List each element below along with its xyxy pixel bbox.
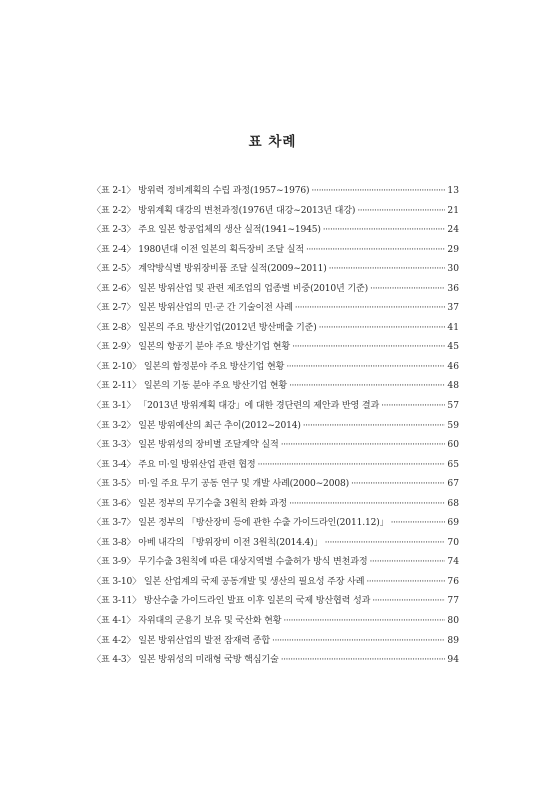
dot-leader: [372, 592, 445, 612]
toc-entry-label: 〈표 2-3〉 주요 일본 항공업체의 생산 실적(1941∼1945): [92, 225, 321, 236]
toc-entry-page-number: 21: [447, 205, 459, 216]
toc-entry-page-number: 59: [447, 420, 459, 431]
toc-entry-label: 〈표 3-8〉 아베 내각의 「방위장비 이전 3원칙(2014.4)」: [92, 537, 323, 548]
toc-entry-page-number: 67: [447, 479, 459, 490]
dot-leader: [289, 495, 445, 515]
dot-leader: [281, 436, 446, 456]
toc-entry[interactable]: [92, 436, 459, 456]
toc-entry[interactable]: [92, 221, 459, 241]
toc-entry[interactable]: [92, 260, 459, 280]
toc-entry[interactable]: [92, 612, 459, 632]
toc-entry-label: 〈표 2-11〉 일본의 기동 분야 주요 방산기업 현황: [92, 381, 288, 392]
toc-entry-page-number: 94: [447, 655, 459, 666]
toc-entry[interactable]: [92, 202, 459, 222]
toc-entry-page-number: 76: [447, 576, 459, 587]
toc-entry-label: 〈표 3-4〉 주요 미·일 방위산업 관련 협정: [92, 459, 256, 470]
dot-leader: [311, 182, 445, 202]
toc-entry[interactable]: [92, 534, 459, 554]
dot-leader: [295, 299, 446, 319]
dot-leader: [292, 338, 445, 358]
dot-leader: [370, 280, 445, 300]
toc-entry-label: 〈표 2-2〉 방위계획 대강의 변천과정(1976년 대강∼2013년 대강): [92, 205, 356, 216]
dot-leader: [391, 514, 446, 534]
toc-entry-label: 〈표 3-2〉 일본 방위예산의 최근 추이(2012∼2014): [92, 420, 301, 431]
toc-entry-label: 〈표 2-9〉 일본의 항공기 분야 주요 방산기업 현황: [92, 342, 291, 353]
toc-entry[interactable]: [92, 514, 459, 534]
toc-entry-label: 〈표 2-8〉 일본의 주요 방산기업(2012년 방산매출 기준): [92, 322, 317, 333]
toc-entry-label: 〈표 3-11〉 방산수출 가이드라인 발표 이후 일본의 국제 방산협력 성과: [92, 596, 371, 607]
toc-entry-label: 〈표 4-2〉 일본 방위산업의 발전 잠재력 종합: [92, 635, 271, 646]
dot-leader: [286, 358, 445, 378]
dot-leader: [281, 651, 446, 671]
toc-entry-label: 〈표 3-9〉 무기수출 3원칙에 따른 대상지역별 수출허가 방식 변천과정: [92, 557, 368, 568]
dot-leader: [329, 260, 446, 280]
dot-leader: [351, 475, 445, 495]
toc-entry[interactable]: [92, 456, 459, 476]
toc-entry[interactable]: [92, 397, 459, 417]
toc-entry-page-number: 48: [447, 381, 459, 392]
dot-leader: [323, 221, 446, 241]
toc-entry-label: 〈표 2-10〉 일본의 함정분야 주요 방산기업 현황: [92, 361, 285, 372]
dot-leader: [357, 202, 445, 222]
toc-entry-label: 〈표 3-10〉 일본 산업계의 국제 공동개발 및 생산의 필요성 주장 사례: [92, 576, 365, 587]
toc-entry[interactable]: [92, 475, 459, 495]
dot-leader: [272, 632, 445, 652]
toc-entry-page-number: 30: [447, 264, 459, 275]
toc-entry[interactable]: [92, 319, 459, 339]
toc-entry-page-number: 69: [447, 518, 459, 529]
toc-entry-label: 〈표 2-7〉 일본 방위산업의 민·군 간 기술이전 사례: [92, 303, 293, 314]
dot-leader: [283, 612, 445, 632]
dot-leader: [289, 377, 445, 397]
toc-entry[interactable]: [92, 377, 459, 397]
toc-entry-page-number: 45: [447, 342, 459, 353]
toc-entry-label: 〈표 2-6〉 일본 방위산업 및 관련 제조업의 업종별 비중(2010년 기준): [92, 283, 369, 294]
toc-entry-page-number: 68: [447, 498, 459, 509]
dot-leader: [366, 573, 445, 593]
toc-entry[interactable]: [92, 573, 459, 593]
toc-entry[interactable]: [92, 592, 459, 612]
toc-entry-label: 〈표 3-6〉 일본 정부의 무기수출 3원칙 완화 과정: [92, 498, 288, 509]
toc-entry-page-number: 13: [447, 186, 459, 196]
toc-entry[interactable]: [92, 495, 459, 515]
dot-leader: [370, 553, 446, 573]
toc-entry-label: 〈표 3-7〉 일본 정부의 「방산장비 등에 관한 수출 가이드라인(2011.12)」: [92, 518, 389, 529]
toc-entry-page-number: 65: [447, 459, 459, 470]
toc-entry-page-number: 37: [447, 303, 459, 314]
toc-entry-page-number: 80: [447, 616, 459, 627]
toc-entry[interactable]: [92, 553, 459, 573]
toc-entry[interactable]: [92, 241, 459, 261]
toc-entry-label: 〈표 2-4〉 1980년대 이전 일본의 획득장비 조달 실적: [92, 244, 304, 255]
toc-entry[interactable]: [92, 182, 459, 202]
page-title: 표 차례: [248, 134, 297, 150]
toc-entry[interactable]: [92, 651, 459, 671]
toc-entry[interactable]: [92, 417, 459, 437]
toc-entry-label: 〈표 3-3〉 일본 방위성의 장비별 조달계약 실적: [92, 440, 279, 451]
toc-entry-page-number: 74: [447, 557, 459, 568]
toc-entry-page-number: 77: [447, 596, 459, 607]
toc-entry[interactable]: [92, 338, 459, 358]
toc-entry-label: 〈표 4-1〉 자위대의 군용기 보유 및 국산화 현황: [92, 616, 282, 627]
toc-entry-label: 〈표 3-5〉 미·일 주요 무기 공동 연구 및 개발 사례(2000∼2008): [92, 479, 349, 490]
toc-entry-page-number: 70: [447, 537, 459, 548]
table-of-contents: [92, 182, 459, 671]
toc-entry-page-number: 36: [447, 283, 459, 294]
dot-leader: [306, 241, 445, 261]
dot-leader: [258, 456, 446, 476]
toc-entry-page-number: 41: [447, 322, 459, 333]
toc-entry-page-number: 60: [447, 440, 459, 451]
toc-entry-label: 〈표 2-1〉 방위력 정비계획의 수립 과정(1957∼1976): [92, 186, 310, 196]
toc-entry-label: 〈표 4-3〉 일본 방위성의 미래형 국방 핵심기술: [92, 655, 279, 666]
toc-entry-page-number: 24: [447, 225, 459, 236]
toc-entry-page-number: 57: [447, 401, 459, 412]
toc-entry-page-number: 29: [447, 244, 459, 255]
toc-entry[interactable]: [92, 358, 459, 378]
toc-entry[interactable]: [92, 299, 459, 319]
dot-leader: [325, 534, 446, 554]
dot-leader: [381, 397, 445, 417]
toc-entry-page-number: 46: [447, 361, 459, 372]
toc-entry[interactable]: [92, 280, 459, 300]
dot-leader: [319, 319, 446, 339]
toc-entry-label: 〈표 3-1〉 「2013년 방위계획 대강」에 대한 경단련의 제안과 반영 결과: [92, 401, 380, 412]
toc-entry[interactable]: [92, 632, 459, 652]
toc-entry-label: 〈표 2-5〉 계약방식별 방위장비품 조달 실적(2009∼2011): [92, 264, 327, 275]
dot-leader: [303, 417, 446, 437]
toc-entry-page-number: 89: [447, 635, 459, 646]
